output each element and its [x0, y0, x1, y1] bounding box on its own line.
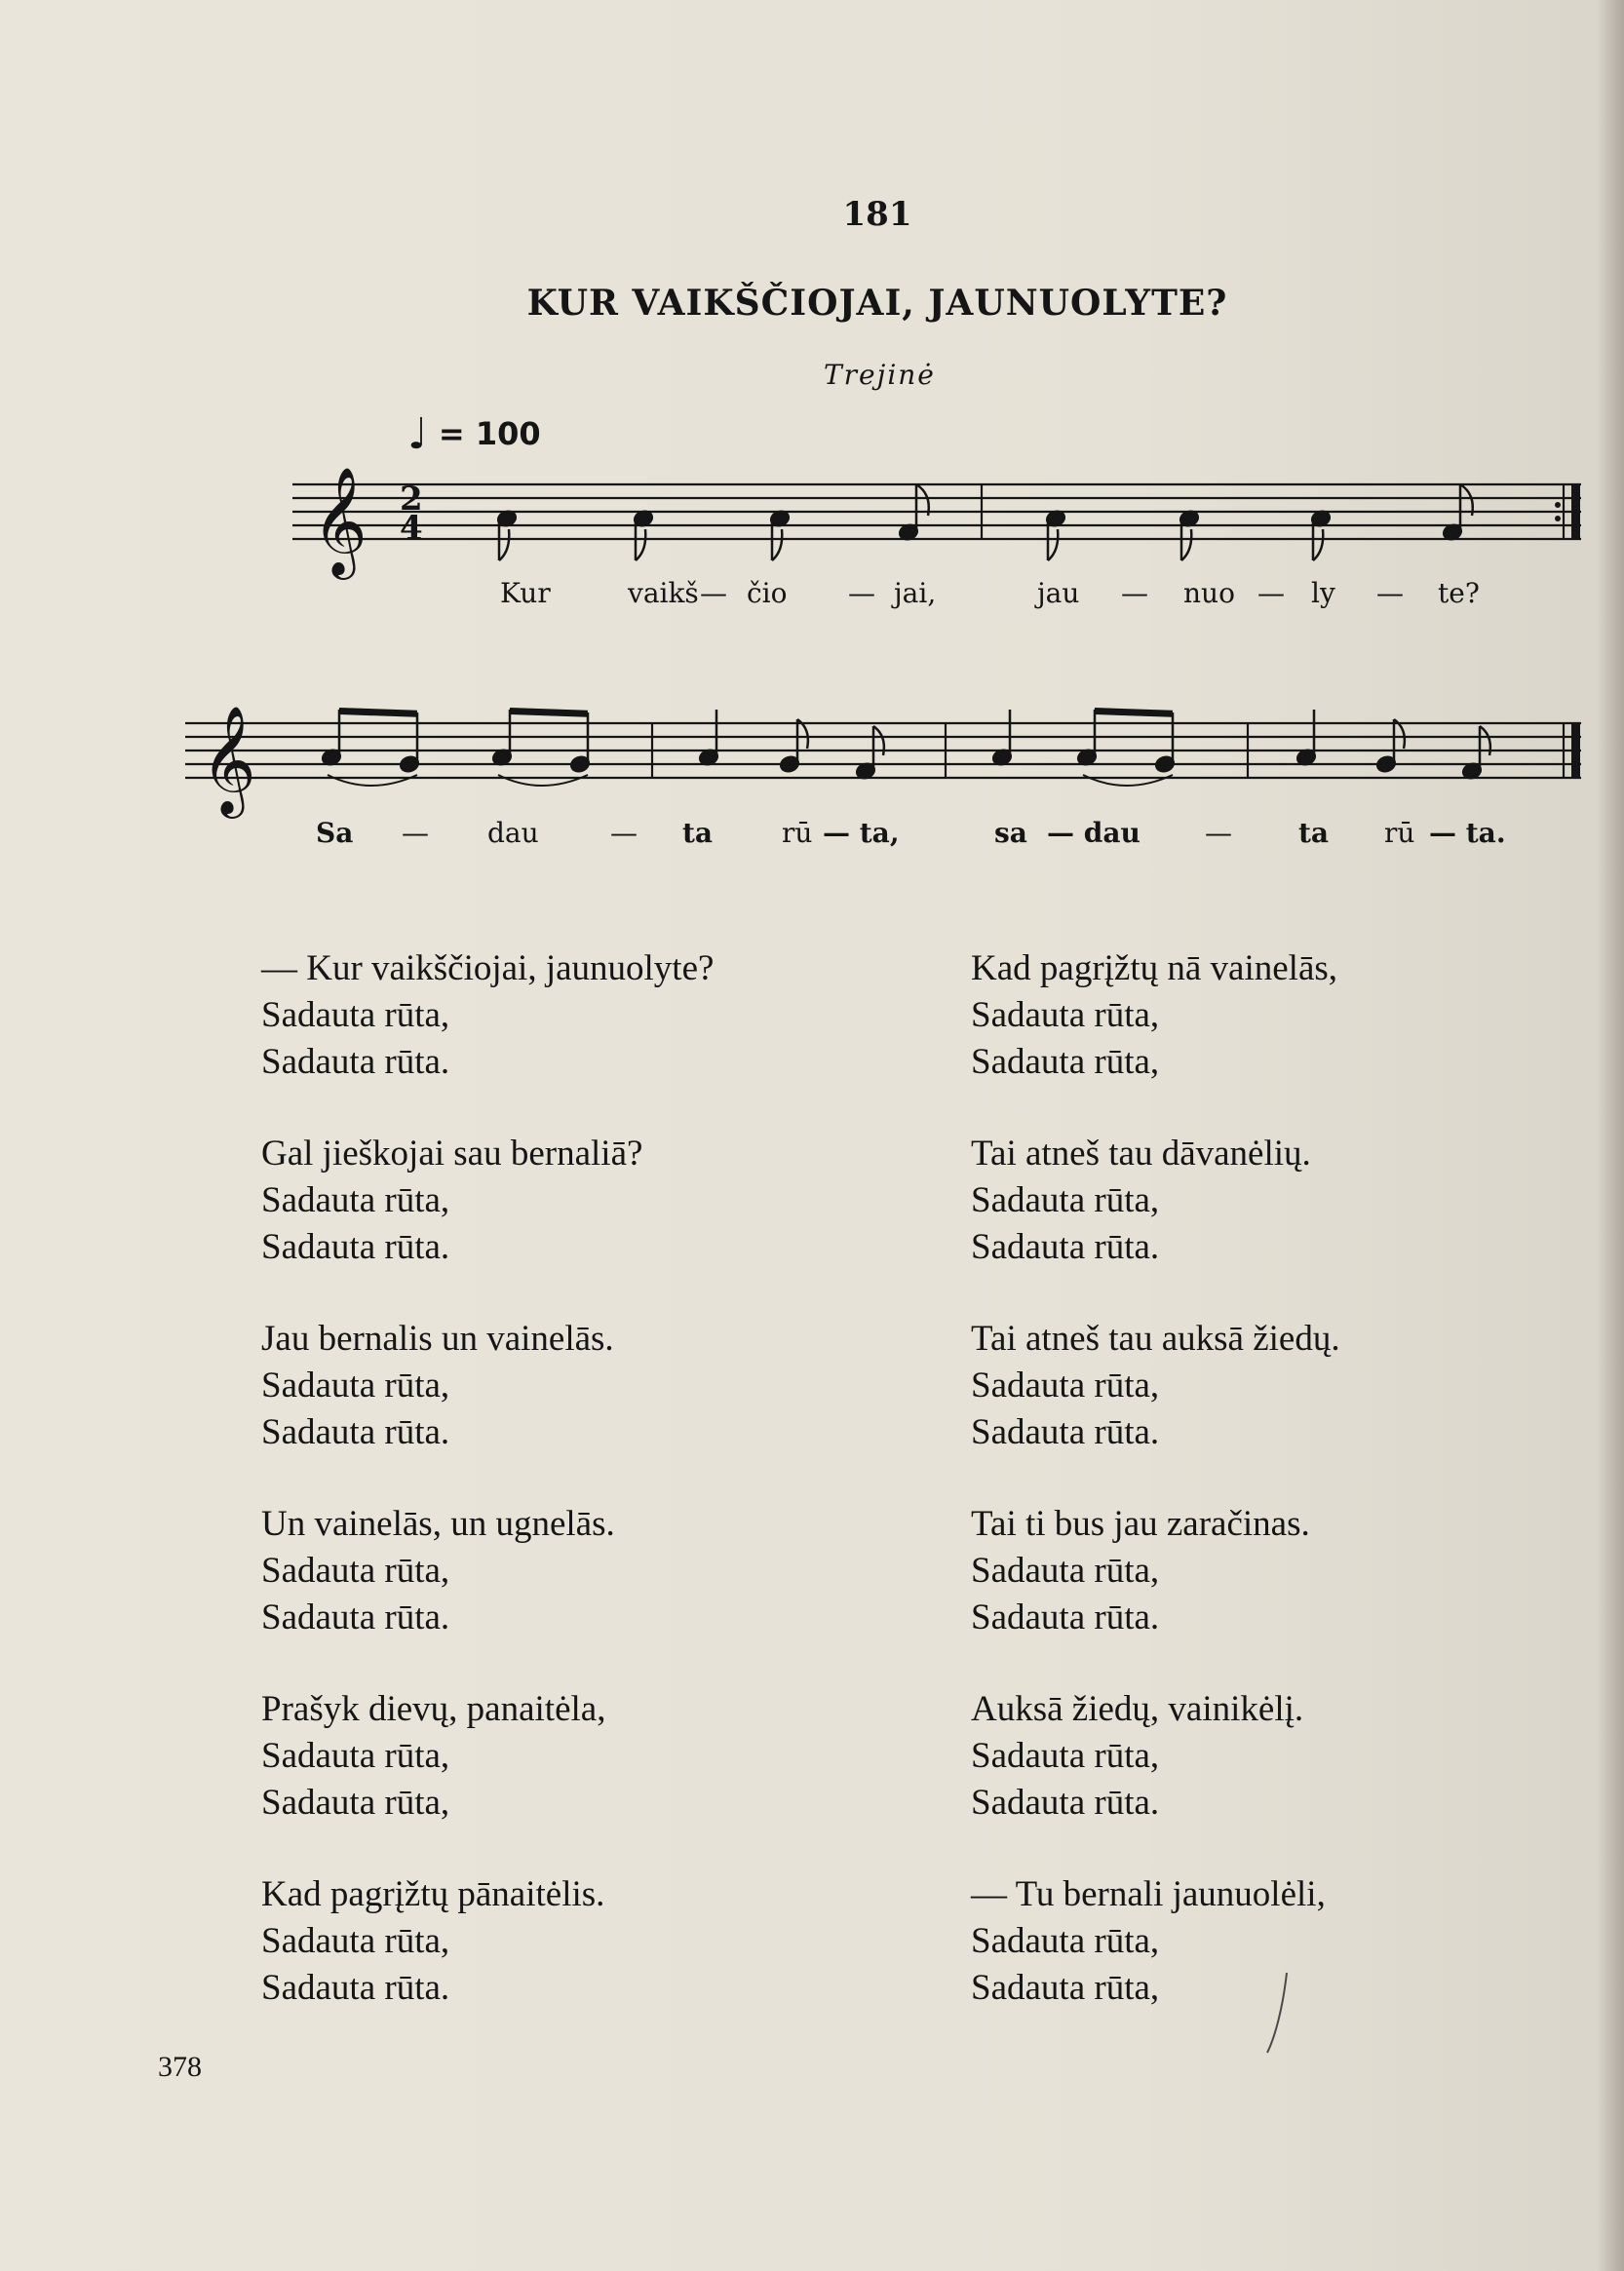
lyric-syllable: sa: [994, 817, 1027, 849]
lyric-syllable: Sa: [316, 817, 354, 849]
verse-line: Sadauta rūta.: [971, 1783, 1160, 1823]
stanza: [261, 945, 714, 1086]
verse-line: Sadauta rūta.: [261, 1227, 450, 1267]
stanza: [971, 1131, 1340, 1271]
lyric-syllable: ly: [1311, 577, 1335, 609]
verse-line: Sadauta rūta,: [971, 1366, 1160, 1405]
verse-line: Sadauta rūta,: [261, 1180, 450, 1220]
lyric-syllable: jai,: [894, 577, 937, 609]
stanza: [971, 1501, 1340, 1641]
lyric-syllable: čio: [747, 577, 788, 609]
lyric-syllable: Kur: [500, 577, 551, 609]
verse-line: Sadauta rūta.: [971, 1227, 1160, 1267]
verse-line: Un vainelās, un ugnelās.: [261, 1504, 615, 1544]
verse-line: Sadauta rūta,: [261, 1366, 450, 1405]
verse-line: — Kur vaikščiojai, jaunuolyte?: [261, 948, 715, 988]
verse-line: Sadauta rūta.: [261, 1412, 450, 1452]
lyric-syllable: ta: [682, 817, 714, 849]
lyric-hyphen: —: [848, 577, 875, 609]
verse-line: Sadauta rūta,: [261, 995, 450, 1035]
svg-text:4: 4: [400, 509, 423, 548]
half-note-icon: ♩: [407, 409, 428, 459]
verse-line: Sadauta rūta,: [971, 1551, 1160, 1591]
verse-line: Kad pagrįžtų pānaitėlis.: [261, 1874, 605, 1914]
stanza: [261, 1686, 714, 1827]
music-staff: [0, 0, 1624, 877]
lyric-hyphen: —: [402, 817, 429, 849]
song-verses: [0, 945, 1624, 2047]
verse-line: Sadauta rūta,: [971, 1921, 1160, 1961]
stanza: [261, 1131, 714, 1271]
verses-left-column: [261, 945, 714, 2057]
stanza: [261, 1501, 714, 1641]
lyric-hyphen: —: [610, 817, 638, 849]
svg-text:2: 2: [400, 480, 423, 519]
verse-line: Sadauta rūta,: [261, 1921, 450, 1961]
lyric-syllable: vaikš: [628, 577, 699, 609]
verse-line: Kad pagrįžtų nā vainelās,: [971, 948, 1338, 988]
song-title: KUR VAIKŠČIOJAI, JAUNUOLYTE?: [526, 283, 1228, 324]
stanza: [971, 945, 1340, 1086]
verse-line: Sadauta rūta.: [971, 1597, 1160, 1637]
verse-line: Sadauta rūta,: [261, 1551, 450, 1591]
verse-line: Tai ti bus jau zaračinas.: [971, 1504, 1310, 1544]
lyric-syllable: — ta,: [823, 817, 900, 849]
lyric-syllable: — ta.: [1429, 817, 1506, 849]
verse-line: Sadauta rūta,: [261, 1783, 450, 1823]
verse-line: Sadauta rūta,: [971, 1968, 1160, 2008]
verse-line: Sadauta rūta.: [261, 1042, 450, 1082]
lyric-hyphen: —: [1376, 577, 1404, 609]
verse-line: Gal jieškojai sau bernaliā?: [261, 1134, 643, 1174]
stanza: [261, 1316, 714, 1456]
lyric-syllable: rū: [1384, 817, 1415, 849]
footer-page-number: 378: [158, 2051, 202, 2083]
verse-line: Tai atneš tau dāvanėlių.: [971, 1134, 1311, 1174]
lyric-hyphen: —: [700, 577, 727, 609]
verse-line: — Tu bernali jaunuolėli,: [971, 1874, 1326, 1914]
lyric-syllable: jau: [1037, 577, 1080, 609]
pencil-mark: [1263, 1969, 1293, 2057]
lyric-syllable: dau: [487, 817, 539, 849]
svg-text:𝄞: 𝄞: [312, 466, 367, 575]
verse-line: Jau bernalis un vainelās.: [261, 1319, 614, 1359]
verse-line: Sadauta rūta,: [971, 995, 1160, 1035]
svg-text:𝄞: 𝄞: [201, 705, 256, 814]
song-subtitle: Trejinė: [824, 359, 936, 391]
verse-line: Sadauta rūta,: [971, 1180, 1160, 1220]
verse-line: Sadauta rūta,: [971, 1042, 1160, 1082]
lyric-syllable: — dau: [1047, 817, 1141, 849]
lyric-hyphen: —: [1205, 817, 1232, 849]
verse-line: Sadauta rūta,: [261, 1736, 450, 1776]
stanza: [971, 1686, 1340, 1827]
lyric-syllable: te?: [1438, 577, 1480, 609]
verse-line: Sadauta rūta.: [971, 1412, 1160, 1452]
stanza: [971, 1316, 1340, 1456]
verse-line: Prašyk dievų, panaitėla,: [261, 1689, 606, 1729]
lyric-hyphen: —: [1257, 577, 1285, 609]
page-number: 181: [842, 195, 912, 234]
lyric-hyphen: —: [1121, 577, 1148, 609]
verse-line: Sadauta rūta.: [261, 1968, 450, 2008]
verses-right-column: [971, 945, 1340, 2057]
lyric-syllable: nuo: [1183, 577, 1235, 609]
verse-line: Sadauta rūta.: [261, 1597, 450, 1637]
tempo-value: = 100: [438, 415, 541, 452]
stanza: [261, 1871, 714, 2012]
verse-line: Auksā žiedų, vainikėlį.: [971, 1689, 1304, 1729]
lyric-syllable: ta: [1298, 817, 1330, 849]
verse-line: Sadauta rūta,: [971, 1736, 1160, 1776]
lyric-syllable: rū: [782, 817, 813, 849]
verse-line: Tai atneš tau auksā žiedų.: [971, 1319, 1340, 1359]
